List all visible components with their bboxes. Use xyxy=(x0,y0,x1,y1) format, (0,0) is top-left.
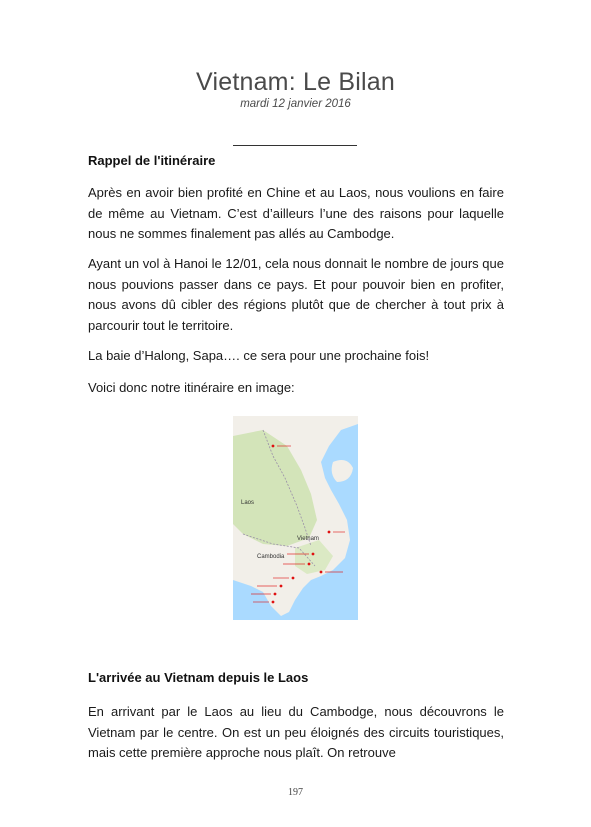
map-label-vietnam: Vietnam xyxy=(297,536,319,542)
section-heading-arrival: L'arrivée au Vietnam depuis le Laos xyxy=(88,670,309,685)
paragraph-intro: Après en avoir bien profité en Chine et au Laos, nous voulions en faire de même au Vietnam. C’est d’ailleurs l’une des raisons pour laquelle nous ne sommes finalement pas allés au Cambodge. xyxy=(88,185,504,241)
page-number: 197 xyxy=(288,787,303,798)
page-title: Vietnam: Le Bilan xyxy=(196,68,395,96)
paragraph-halong: La baie d’Halong, Sapa…. ce sera pour une prochaine fois! xyxy=(88,348,430,363)
post-date: mardi 12 janvier 2016 xyxy=(240,98,351,110)
paragraph-map-intro: Voici donc notre itinéraire en image: xyxy=(88,380,295,395)
itinerary-map-image xyxy=(233,416,358,620)
map-label-cambodia: Cambodia xyxy=(257,554,285,560)
section-heading-itinerary: Rappel de l'itinéraire xyxy=(88,153,216,168)
map-label-laos: Laos xyxy=(241,500,255,506)
title-divider xyxy=(233,145,357,146)
paragraph-arrival: En arrivant par le Laos au lieu du Cambodge, nous découvrons le Vietnam par le centre. On est un peu éloignés des circuits touristiques, mais cette première approche nous plaît. On retrouve xyxy=(88,704,504,760)
paragraph-flight: Ayant un vol à Hanoi le 12/01, cela nous donnait le nombre de jours que nous pouvions passer dans ce pays. Et pour pouvoir bien en profiter, nous avons dû cibler des régions plutôt que de chercher à tout prix à parcourir tout le territoire. xyxy=(88,256,504,333)
